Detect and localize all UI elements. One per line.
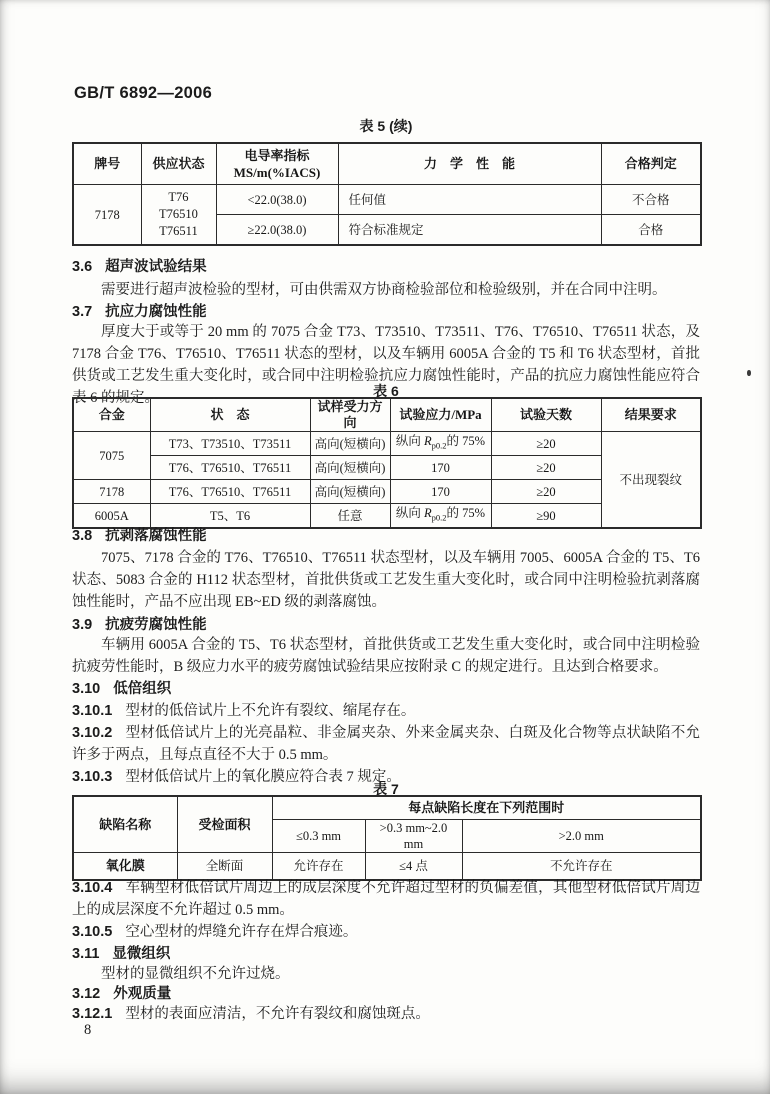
section-3-11-heading <box>72 943 700 965</box>
cell-mechanical: 符合标准规定 <box>338 215 601 246</box>
table-row <box>73 185 701 215</box>
cell-range-3: 不允许存在 <box>462 853 701 881</box>
scan-speck <box>747 370 751 376</box>
table6-header-row <box>73 398 701 432</box>
section-3-11-body: 型材的显微组织不允许过烧。 <box>101 966 290 982</box>
cell-tempers <box>141 185 216 246</box>
cell-stress <box>390 432 491 456</box>
section-3-10-2 <box>72 722 700 766</box>
table-7 <box>72 795 702 881</box>
section-title: 低倍组织 <box>113 681 172 697</box>
stress-subscript: p0.2 <box>431 440 447 451</box>
table6-header-alloy: 合金 <box>73 398 150 432</box>
section-text: 空心型材的焊缝允许存在焊合痕迹。 <box>125 924 358 940</box>
cell-stress: 170 <box>390 480 491 504</box>
stress-text: 纵向 <box>395 434 425 449</box>
temper-line: T76 <box>168 190 189 204</box>
table5-header-verdict: 合格判定 <box>601 143 701 185</box>
table-5 <box>72 142 702 246</box>
table7-header-defect: 缺陷名称 <box>73 796 177 853</box>
cell-alloy: 7075 <box>73 432 150 480</box>
section-3-6-heading <box>72 256 700 278</box>
cell-range-1: 允许存在 <box>272 853 365 881</box>
table-row <box>73 432 701 456</box>
temper-line: T76511 <box>159 224 198 238</box>
cell-conductivity: <22.0(38.0) <box>216 185 338 215</box>
section-title: 显微组织 <box>112 946 171 962</box>
section-text: 型材低倍试片上的氧化膜应符合表 7 规定。 <box>125 769 401 785</box>
section-number: 3.9 <box>72 617 93 633</box>
table-row <box>73 853 701 881</box>
table5-header-mechanical: 力 学 性 能 <box>338 143 601 185</box>
stress-text: 纵向 <box>395 506 425 521</box>
page-number: 8 <box>84 1022 92 1038</box>
section-number: 3.6 <box>72 259 93 275</box>
cell-temper: T5、T6 <box>150 504 310 529</box>
section-number: 3.10.1 <box>72 703 113 719</box>
section-text: 型材低倍试片上的光亮晶粒、非金属夹杂、外来金属夹杂、白斑及化合物等点状缺陷不允许多于两点，且每点直径不大于 0.5 mm。 <box>72 725 700 763</box>
temper-line: T76510 <box>159 207 198 221</box>
section-3-6-body: 需要进行超声波检验的型材，可由供需双方协商检验部位和检验级别，并在合同中注明。 <box>101 282 667 298</box>
cell-alloy: 6005A <box>73 504 150 529</box>
section-text: 型材的低倍试片上不允许有裂纹、缩尾存在。 <box>125 703 416 719</box>
standard-number: GB/T 6892—2006 <box>74 84 213 102</box>
section-3-8-body: 7075、7178 合金的 T76、T76510、T76511 状态型材，以及车辆用 7005、6005A 合金的 T5、T6 状态、5083 合金的 H112 状态型材，首批供货或工艺发生重大变化时，或合同中注明检验抗剥落腐蚀性能时，产品不应出现 EB~ED 级的剥落腐蚀。 <box>72 550 700 610</box>
cell-conductivity: ≥22.0(38.0) <box>216 215 338 246</box>
table7-header-row-1 <box>73 796 701 820</box>
cell-alloy: 7178 <box>73 480 150 504</box>
cell-verdict: 合格 <box>601 215 701 246</box>
section-title: 超声波试验结果 <box>105 259 207 275</box>
section-number: 3.10.2 <box>72 725 113 741</box>
cell-stress: 170 <box>390 456 491 480</box>
table6-header-temper: 状 态 <box>150 398 310 432</box>
section-title: 外观质量 <box>113 986 172 1002</box>
section-text: 车辆型材低倍试片周边上的成层深度不允许超过型材的负偏差值，其他型材低倍试片周边上的成层深度不允许超过 0.5 mm。 <box>72 880 700 918</box>
section-number: 3.7 <box>72 304 93 320</box>
cell-days: ≥20 <box>491 480 601 504</box>
cell-direction: 高向(短横向) <box>310 456 390 480</box>
table5-header-row <box>73 143 701 185</box>
cell-days: ≥20 <box>491 456 601 480</box>
stress-symbol: R <box>424 434 432 449</box>
cell-area: 全断面 <box>177 853 272 881</box>
table6-header-days: 试验天数 <box>491 398 601 432</box>
cell-range-2: ≤4 点 <box>365 853 462 881</box>
table5-header-conductivity-line1: 电导率指标 <box>244 148 310 163</box>
table5-header-conductivity-line2: MS/m(%IACS) <box>233 165 321 180</box>
cell-direction: 高向(短横向) <box>310 432 390 456</box>
table7-header-range-3: >2.0 mm <box>462 820 701 853</box>
section-3-10-1 <box>72 700 700 722</box>
table6-caption: 表 6 <box>373 383 399 399</box>
cell-mechanical: 任何值 <box>338 185 601 215</box>
section-3-12-heading <box>72 983 700 1005</box>
cell-result: 不出现裂纹 <box>601 432 701 529</box>
section-title: 抗疲劳腐蚀性能 <box>105 617 207 633</box>
section-3-9-heading <box>72 614 700 636</box>
section-3-10-5 <box>72 921 700 943</box>
section-3-10-4 <box>72 877 700 921</box>
table7-header-range-1: ≤0.3 mm <box>272 820 365 853</box>
table5-header-conductivity <box>216 143 338 185</box>
table5-header-temper: 供应状态 <box>141 143 216 185</box>
stress-symbol: R <box>424 506 432 521</box>
section-3-12-1 <box>72 1003 700 1025</box>
cell-direction: 任意 <box>310 504 390 529</box>
stress-subscript: p0.2 <box>431 512 447 523</box>
cell-defect: 氧化膜 <box>73 853 177 881</box>
cell-grade: 7178 <box>73 185 141 246</box>
section-number: 3.12.1 <box>72 1006 113 1022</box>
section-number: 3.8 <box>72 528 93 544</box>
section-title: 抗剥落腐蚀性能 <box>105 528 207 544</box>
section-3-9-body: 车辆用 6005A 合金的 T5、T6 状态型材，首批供货或工艺发生重大变化时，或合同中注明检验抗疲劳性能时，B 级应力水平的疲劳腐蚀试验结果应按附录 C 的规定进行。且达到合格要求。 <box>72 637 700 675</box>
section-text: 型材的表面应清洁，不允许有裂纹和腐蚀斑点。 <box>125 1006 430 1022</box>
table7-header-span: 每点缺陷长度在下列范围时 <box>272 796 701 820</box>
table6-header-direction: 试样受力方向 <box>310 398 390 432</box>
table6-header-stress: 试验应力/MPa <box>390 398 491 432</box>
section-number: 3.12 <box>72 986 101 1002</box>
cell-temper: T76、T76510、T76511 <box>150 480 310 504</box>
section-number: 3.10.3 <box>72 769 113 785</box>
section-3-10-heading <box>72 678 700 700</box>
table5-header-grade: 牌号 <box>73 143 141 185</box>
cell-temper: T76、T76510、T76511 <box>150 456 310 480</box>
section-3-7-heading <box>72 301 700 323</box>
cell-days: ≥90 <box>491 504 601 529</box>
cell-days: ≥20 <box>491 432 601 456</box>
section-3-8-heading <box>72 525 700 547</box>
section-number: 3.10 <box>72 681 101 697</box>
table5-caption: 表 5 (续) <box>359 118 413 134</box>
cell-temper: T73、T73510、T73511 <box>150 432 310 456</box>
table7-caption: 表 7 <box>373 781 399 797</box>
table6-header-result: 结果要求 <box>601 398 701 432</box>
stress-text: 的 75% <box>446 506 486 521</box>
section-3-7-body: 厚度大于或等于 20 mm 的 7075 合金 T73、T73510、T73511、T76、T76510、T76511 状态，及 7178 合金 T76、T76510、T76511 状态的型材，以及车辆用 6005A 合金的 T5 和 T6 状态型材，首批供货或工艺发生重大变化时，或合同中注明检验抗应力腐蚀性能时，产品的抗应力腐蚀性能应符合表 6 的规定。 <box>72 324 700 406</box>
section-title: 抗应力腐蚀性能 <box>105 304 207 320</box>
section-number: 3.10.4 <box>72 880 113 896</box>
cell-direction: 高向(短横向) <box>310 480 390 504</box>
table7-header-range-2: >0.3 mm~2.0 mm <box>365 820 462 853</box>
cell-verdict: 不合格 <box>601 185 701 215</box>
table7-header-area: 受检面积 <box>177 796 272 853</box>
section-number: 3.10.5 <box>72 924 113 940</box>
stress-text: 的 75% <box>446 434 486 449</box>
section-number: 3.11 <box>72 946 100 962</box>
table-6 <box>72 397 702 529</box>
